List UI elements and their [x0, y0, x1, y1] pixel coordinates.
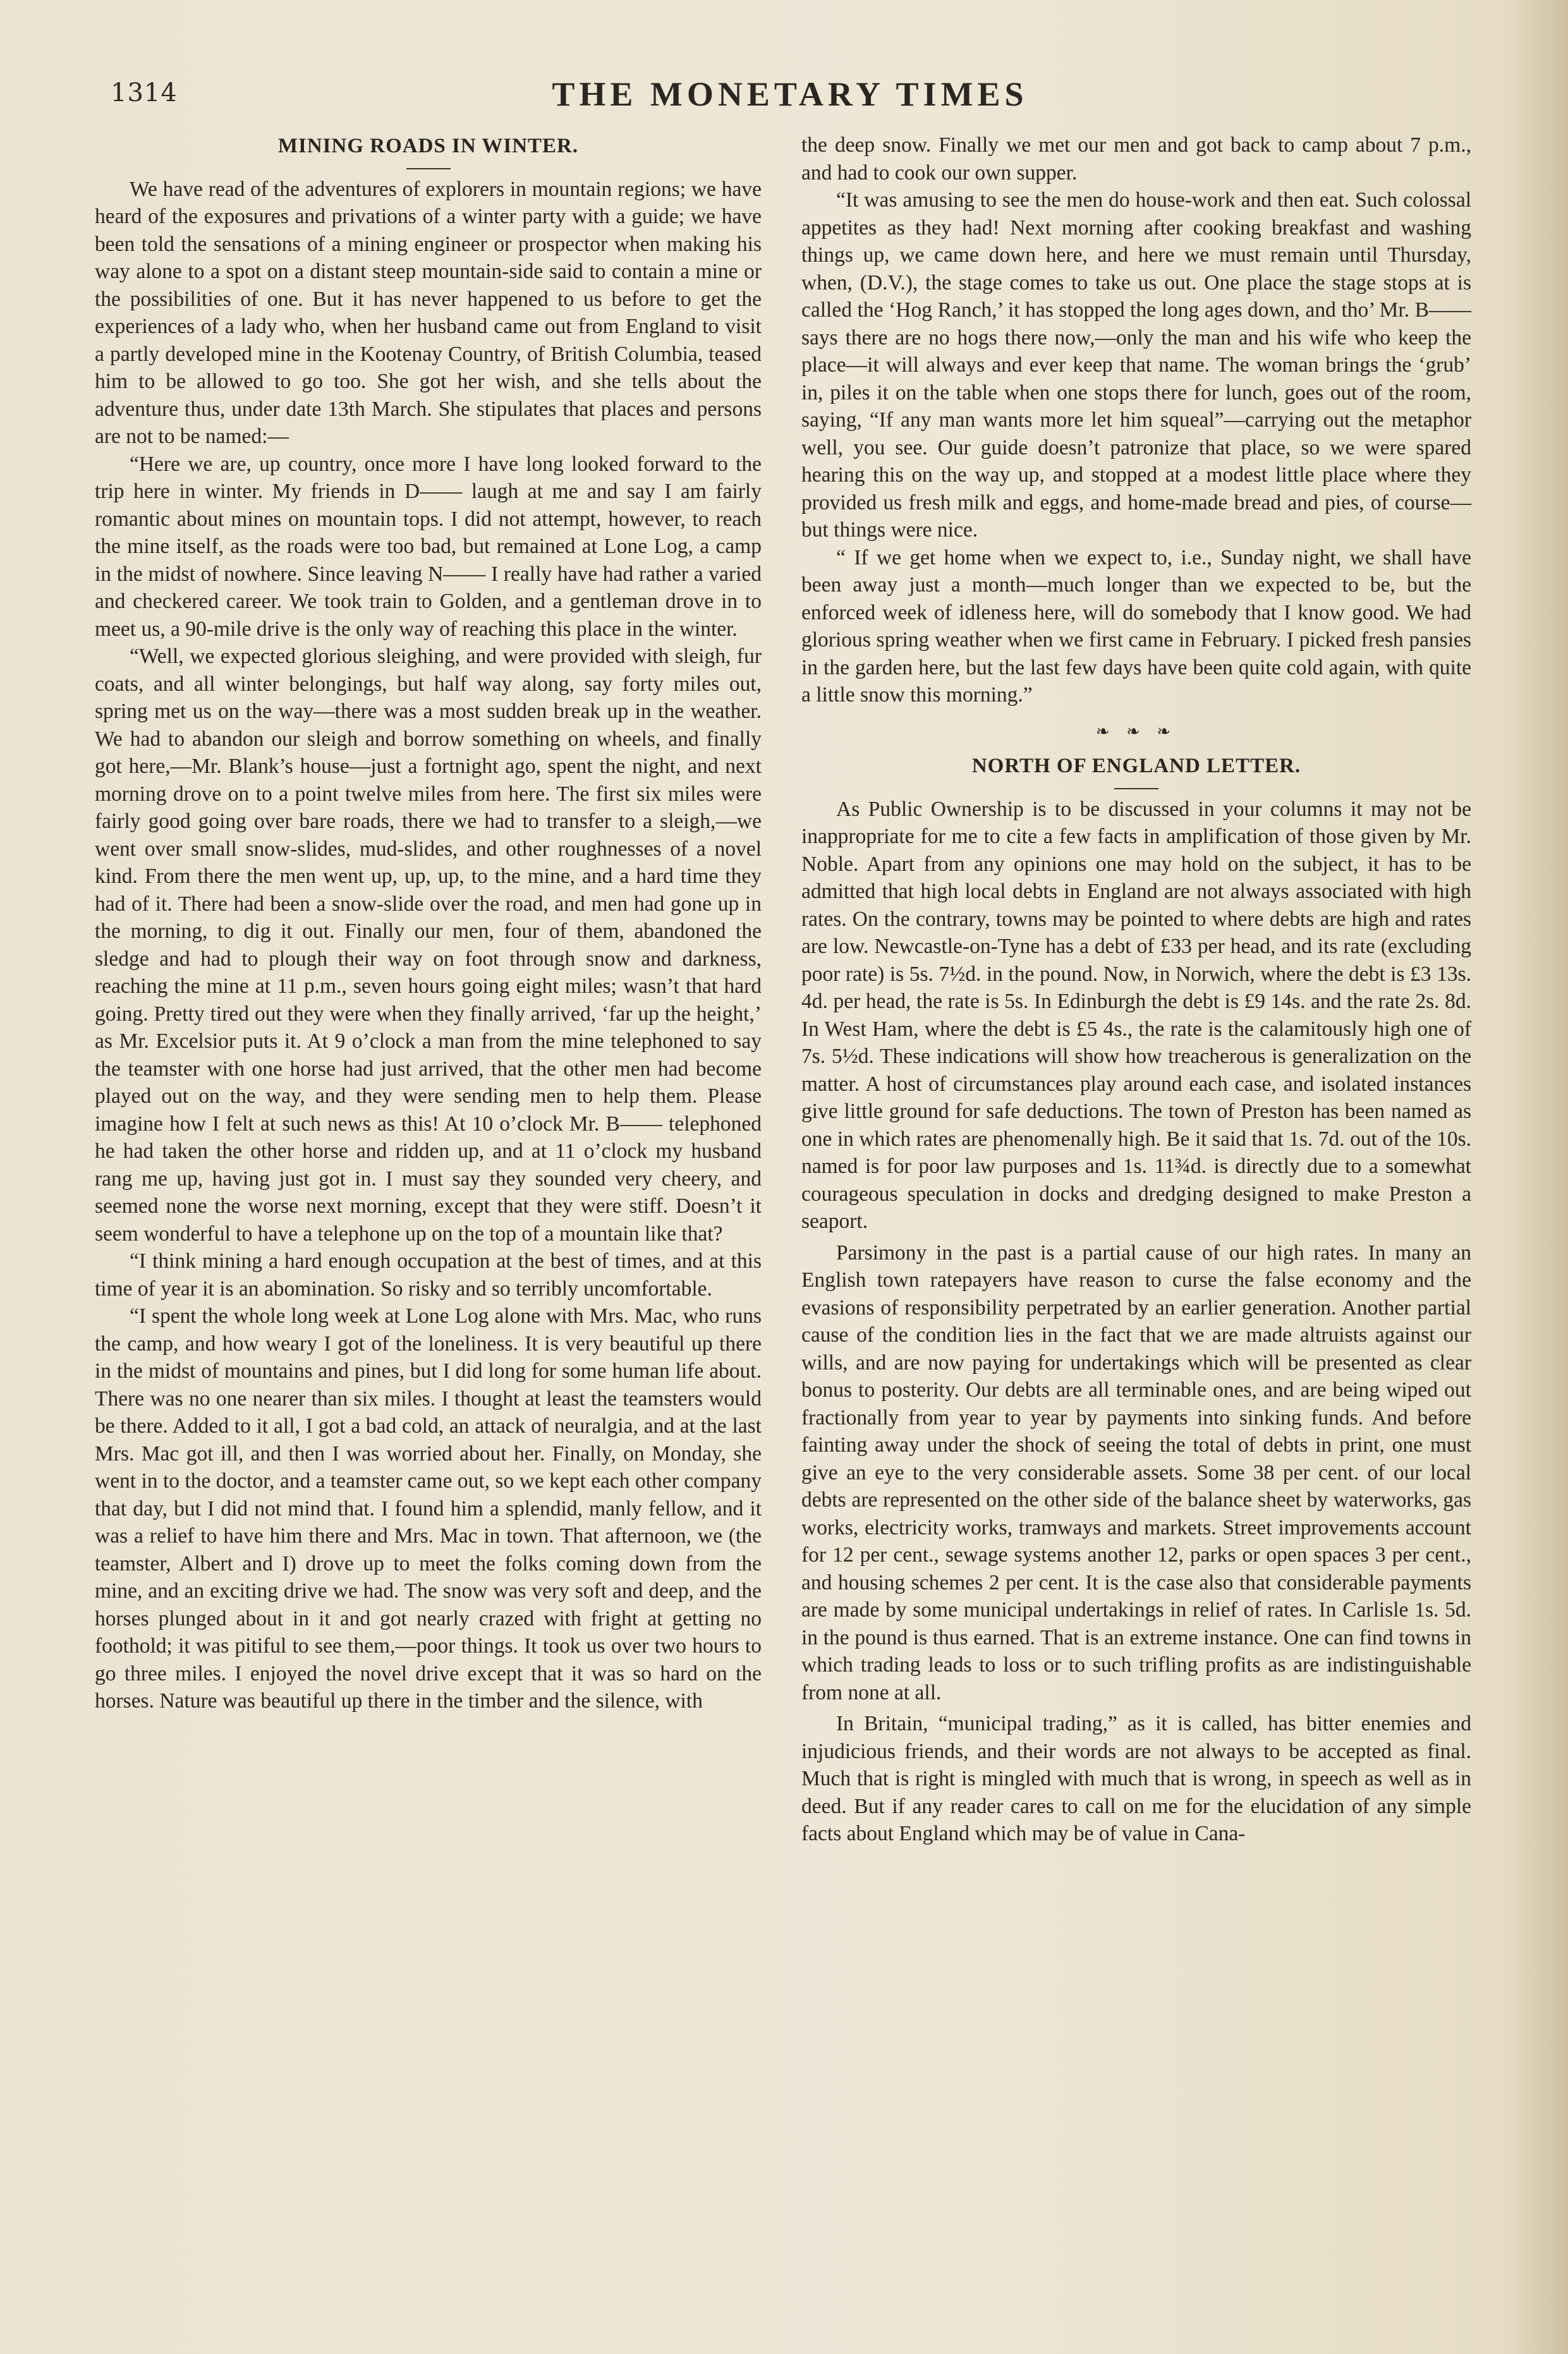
masthead: THE MONETARY TIMES [552, 75, 1028, 113]
article-title-north-of-england: NORTH OF ENGLAND LETTER. [971, 755, 1301, 777]
paragraph: Parsimony in the past is a partial cause of our high rates. In many an English town ratepayers have reason to curse the false economy and the evasions of responsibility perpetrated by an earlier generation. Another partial cause of the condition lies in the fact that we are made altruists against our wills, and are now paying for undertakings which will be presented as clear bonus to posterity. Our debts are all terminable ones, and are being wiped out fractionally from year to year by payments into sinking funds. And before fainting away under the shock of seeing the total of debts in print, one must give an eye to the very considerable assets. Some 38 per cent. of our local debts are represented on the other side of the balance sheet by waterworks, gas works, electricity works, tramways and markets. Street improvements account for 12 per cent., sewage systems another 12, parks or open spaces 3 per cent., and housing schemes 2 per cent. It is the case also that considerable payments are made by some municipal undertakings in relief of rates. In Carlisle 1s. 5d. in the pound is thus earned. That is an extreme instance. One can find towns in which trading leads to loss or to such trifling profits as are indistinguishable from none at all. [801, 1241, 1471, 1704]
paragraph: “ If we get home when we expect to, i.e., Sunday night, we shall have been away just a month—much longer than we expected to be, but the enforced week of idleness here, will do somebody that I know good. We had glorious spring weather when we first came in February. I picked fresh pansies in the garden here, but the last few days have been quite cold again, with quite a little snow this morning.” [801, 545, 1471, 707]
article-title-mining-roads: MINING ROADS IN WINTER. [277, 135, 579, 157]
paragraph: In Britain, “municipal trading,” as it is called, has bitter enemies and injudicious friends, and their words are not always to be accepted as final. Much that is right is mingled with much that is wrong, in speech as well as in deed. But if any reader cares to call on me for the elucidation of any simple facts about England which may be of value in Cana- [801, 1712, 1471, 1845]
title-rule [406, 168, 451, 169]
paragraph: the deep snow. Finally we met our men and got back to camp about 7 p.m., and had to cook our own supper. [801, 133, 1471, 185]
paragraph: “I think mining a hard enough occupation at the best of times, and at this time of year it is an abomination. So risky and so terribly uncomfortable. [95, 1249, 762, 1301]
paragraph: We have read of the adventures of explorers in mountain regions; we have heard of the exposures and privations of a winter party with a guide; we have been told the sensations of a mining engineer or prospector when making his way alone to a spot on a distant steep mountain-side said to contain a mine or the possibilities of one. But it has never happened to us before to get the experiences of a lady who, when her husband came out from England to visit a partly developed mine in the Kootenay Country, of British Columbia, teased him to be allowed to go too. She got her wish, and she tells about the adventure thus, under date 13th March. She stipulates that places and persons are not to be named:— [95, 177, 762, 448]
left-column [95, 133, 762, 1715]
right-column [801, 131, 1471, 1848]
paragraph: “Here we are, up country, once more I have long looked forward to the trip here in winter. My friends in D—— laugh at me and say I am fairly romantic about mines on mountain tops. I did not attempt, however, to reach the mine itself, as the roads were too bad, but remained at Lone Log, a camp in the midst of nowhere. Since leaving N—— I really have had rather a varied and checkered career. We took train to Golden, and a gentleman drove in to meet us, a 90-mile drive is the only way of reaching this place in the winter. [95, 452, 762, 641]
paragraph: As Public Ownership is to be discussed in your columns it may not be inappropriate for me to cite a few facts in amplification of those given by Mr. Noble. Apart from any opinions one may hold on the subject, it has to be admitted that high local debts in England are not always associated with high rates. On the contrary, towns may be pointed to where debts are high and rates are low. Newcastle-on-Tyne has a debt of £33 per head, and its rate (excluding poor rate) is 5s. 7½d. in the pound. Now, in Norwich, where the debt is £3 13s. 4d. per head, the rate is 5s. In Edinburgh the debt is £9 14s. and the rate 2s. 8d. In West Ham, where the debt is £5 4s., the rate is the calamitously high one of 7s. 5½d. These indications will show how treacherous is generalization on the matter. A host of circumstances play around each case, and isolated instances give little ground for safe deductions. The town of Preston has been named as one in which rates are phenomenally high. Be it said that 1s. 7d. out of the 10s. named is for poor law purposes and 1s. 11¾d. is directly due to a somewhat courageous speculation in docks and dredging designed to make Preston a seaport. [801, 797, 1471, 1233]
paragraph: “It was amusing to see the men do house-work and then eat. Such colossal appetites as they had! Next morning after cooking breakfast and washing things up, we came down here, and here we must remain until Thursday, when, (D.V.), the stage comes to take us out. One place the stage stops at is called the ‘Hog Ranch,’ it has stopped the long ages down, and tho’ Mr. B—— says there are no hogs there now,—only the man and his wife who keep the place—it will always and ever keep that name. The woman brings the ‘grub’ in, piles it on the table when one stops there for lunch, goes out of the room, saying, “If any man wants more let him squeal”—carrying out the metaphor well, you see. Our guide doesn’t patronize that place, so we were spared hearing this on the way up, and stopped at a modest little place where they provided us fresh milk and eggs, and home-made bread and pies, of course—but things were nice. [801, 188, 1471, 542]
page-header [111, 75, 1469, 119]
section-ornament: ❧ ❧ ❧ [1095, 722, 1177, 741]
title-rule [1114, 788, 1158, 789]
page-number: 1314 [111, 78, 178, 107]
paragraph: “I spent the whole long week at Lone Log alone with Mrs. Mac, who runs the camp, and how weary I got of the loneliness. It is very beautiful up there in the midst of mountains and pines, but I did long for some human life about. There was no one nearer than six miles. I thought at least the teamsters would be there. Added to it all, I got a bad cold, an attack of neuralgia, and at the last Mrs. Mac got ill, and then I was worried about her. Finally, on Monday, she went in to the doctor, and a teamster came out, so we kept each other company that day, but I did not mind that. I found him a splendid, manly fellow, and it was a relief to have him there and Mrs. Mac in town. That afternoon, we (the teamster, Albert and I) drove up to meet the folks coming down from the mine, and an exciting drive we had. The snow was very soft and deep, and the horses plunged about in it and got nearly crazed with fright at getting no foothold; it was pitiful to see them,—poor things. It took us over two hours to go three miles. I enjoyed the novel drive except that it was so hard on the horses. Nature was beautiful up there in the timber and the silence, with [95, 1304, 762, 1713]
paragraph: “Well, we expected glorious sleighing, and were provided with sleigh, fur coats, and all winter belongings, but half way along, say forty miles out, spring met us on the way—there was a most sudden break up in the weather. We had to abandon our sleigh and borrow something on wheels, and finally got here,—Mr. Blank’s house—just a fortnight ago, spent the night, and next morning drove on to a point twelve miles from here. The first six miles were fairly good going over bare roads, there we had to transfer to a sleigh,—we went over small snow-slides, mud-slides, and other roughnesses of a novel kind. From there the men went up, up, up, to the mine, and a hard time they had of it. There had been a snow-slide over the road, and men had gone up in the morning, to dig it out. Finally our men, four of them, abandoned the sledge and had to plough their way on foot through snow and darkness, reaching the mine at 11 p.m., seven hours going eight miles; wasn’t that hard going. Pretty tired out they were when they finally arrived, ‘far up the height,’ as Mr. Excelsior puts it. At 9 o’clock a man from the mine telephoned to say the teamster with one horse had just arrived, that the other men had become played out on the way, and they were sending men to help them. Please imagine how I felt at such news as this! At 10 o’clock Mr. B—— telephoned he had taken the other horse and ridden up, and at 11 o’clock my husband rang me up, having just got in. I must say they sounded very cheery, and seemed none the worse next morning, except that they were stiff. Doesn’t it seem wonderful to have a telephone up on the top of a mountain like that? [95, 645, 762, 1246]
